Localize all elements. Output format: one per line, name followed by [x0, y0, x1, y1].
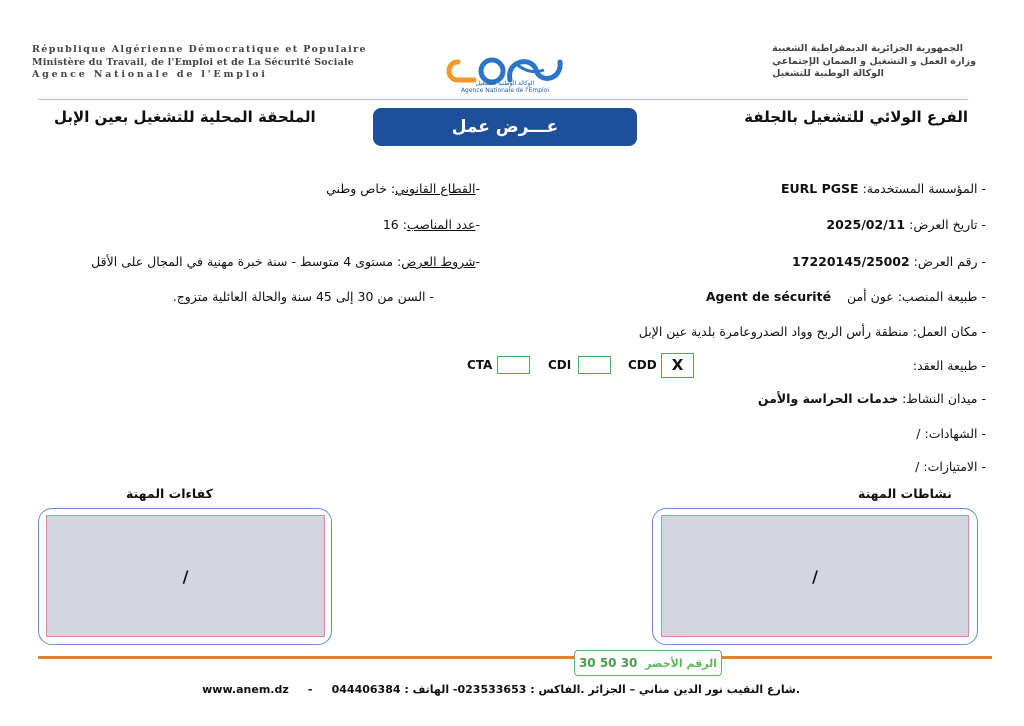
sector-label: القطاع القانوني	[395, 181, 476, 196]
branch-name: الفرع الولائي للتشغيل بالجلفة	[744, 108, 968, 126]
field-conditions	[91, 254, 480, 269]
header-french	[32, 44, 367, 82]
number-value: 17220145/25002	[792, 254, 910, 269]
field-legal-sector	[326, 181, 480, 196]
green-number-label: الرقم الأخضر	[645, 657, 718, 670]
location-value: منطقة رأس الربح وواد الصدروعامرة بلدية عين الإبل	[638, 324, 909, 339]
field-age-condition	[173, 289, 434, 304]
field-date	[826, 217, 986, 232]
certificates-label: - الشهادات:	[924, 426, 986, 441]
field-location	[639, 324, 986, 339]
header-ar-line1: الجمهورية الجزائرية الديمقراطية الشعبية	[772, 43, 963, 54]
header-arabic	[772, 43, 976, 81]
field-activity	[758, 391, 986, 406]
footer-separator-dash: -	[307, 683, 313, 696]
document-title: عـــرض عمل	[373, 108, 637, 146]
header-fr-line2: Ministère du Travail, de l'Emploi et de La Sécurité Sociale	[32, 56, 355, 68]
posts-value: : 16	[382, 217, 407, 232]
skills-value: /	[182, 566, 189, 586]
position-value-ar: عون أمن	[846, 289, 894, 304]
field-benefits	[915, 459, 986, 474]
conditions-value: : مستوى 4 متوسط - سنة خبرة مهنية في المجال على الأقل	[91, 254, 402, 269]
header-ar-line2: وزارة العمل و التشغيل و الضمان الإجتماعي	[772, 55, 976, 67]
activities-title: نشاطات المهنة	[858, 486, 952, 501]
posts-label: عدد المناصب	[406, 217, 476, 232]
checkbox-cta[interactable]	[497, 356, 530, 374]
activities-value: /	[812, 566, 818, 586]
field-certificates	[916, 426, 986, 441]
header-fr-line3: Agence Nationale de l'Emploi	[32, 69, 268, 80]
footer-contact	[202, 683, 800, 696]
checkbox-cdi[interactable]	[578, 356, 611, 374]
checkbox-cdd[interactable]	[661, 353, 694, 378]
sector-prefix: -	[475, 181, 480, 196]
certificates-value: /	[916, 426, 921, 441]
footer-website-link[interactable]: www.anem.dz	[202, 683, 289, 696]
number-label: - رقم العرض:	[913, 254, 986, 269]
contract-label: - طبيعة العقد:	[912, 358, 986, 373]
label-cdi: CDI	[548, 358, 572, 372]
label-cdd: CDD	[628, 358, 657, 372]
logo-caption	[440, 80, 570, 94]
age-line: - السن من 30 إلى 45 سنة والحالة العائلية متزوج.	[172, 289, 434, 304]
field-contract	[913, 358, 986, 373]
footer-address: .شارع النقيب نور الدين مناني – الجزائر .الفاكس : 023533653- الهاتف : 044406384	[331, 683, 800, 696]
skills-title: كفاءات المهنة	[126, 486, 213, 501]
posts-prefix: -	[475, 217, 480, 232]
conditions-prefix: -	[475, 254, 480, 269]
sector-value: : خاص وطني	[326, 181, 396, 196]
conditions-label: شروط العرض	[401, 254, 476, 269]
logo-caption-ar: الوكالة الوطنية للتشغيل	[475, 80, 535, 87]
green-number: 30 50 30	[578, 656, 638, 670]
header-fr-line1: République Algérienne Démocratique et Populaire	[32, 44, 367, 55]
position-label: - طبيعة المنصب:	[897, 289, 986, 304]
benefits-value: /	[915, 459, 920, 474]
label-cta: CTA	[467, 358, 493, 372]
date-value: 2025/02/11	[826, 217, 906, 232]
date-label: - تاريخ العرض:	[909, 217, 986, 232]
employer-label: - المؤسسة المستخدمة:	[862, 181, 986, 196]
skills-content	[46, 515, 325, 637]
position-value-fr: Agent de sécurité	[705, 289, 832, 304]
location-label: - مكان العمل:	[912, 324, 986, 339]
green-number-box	[574, 650, 722, 676]
field-employer	[781, 181, 986, 196]
field-position	[706, 289, 986, 304]
field-posts-count	[383, 217, 480, 232]
header-ar-line3: الوكالة الوطنية للتشغيل	[772, 68, 884, 79]
employer-value: EURL PGSE	[780, 181, 859, 196]
benefits-label: - الامتيازات:	[923, 459, 986, 474]
checkbox-cdd-mark: X	[671, 356, 684, 374]
annex-name: الملحقة المحلية للتشغيل بعين الإبل	[54, 108, 316, 126]
footer-separator-left	[38, 656, 574, 659]
logo-caption-fr: Agence Nationale de l'Emploi	[460, 87, 550, 94]
activity-label: - ميدان النشاط:	[902, 391, 986, 406]
header-separator	[38, 99, 968, 100]
skills-panel	[38, 508, 332, 645]
activities-panel	[652, 508, 978, 645]
activities-content	[661, 515, 969, 637]
field-offer-number	[792, 254, 986, 269]
activity-value: خدمات الحراسة والأمن	[757, 391, 899, 406]
footer-separator-right	[722, 656, 992, 659]
